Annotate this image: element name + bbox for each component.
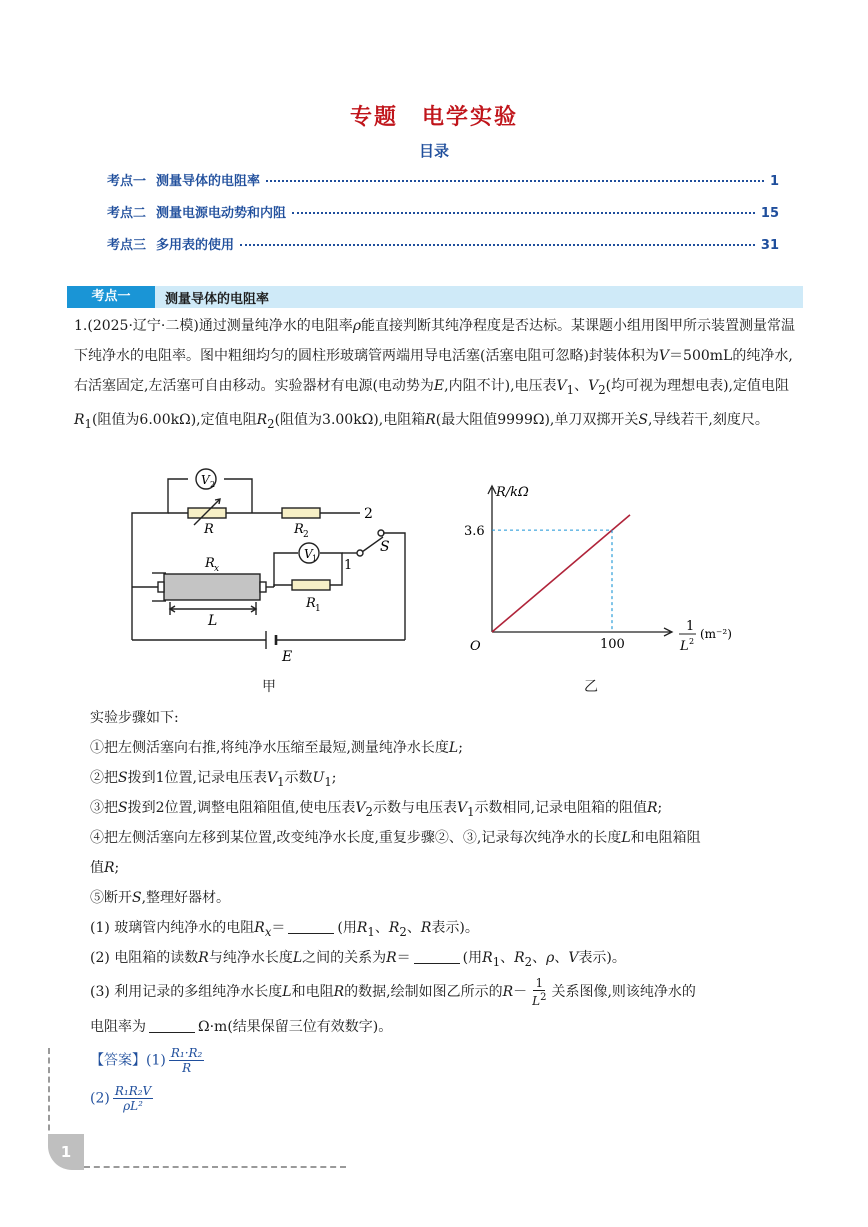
symbol-rho: ρ bbox=[352, 318, 362, 334]
answer-tag: 【答案】 bbox=[90, 1052, 146, 1069]
symbol-r: R bbox=[420, 920, 432, 936]
graph-line bbox=[492, 515, 630, 632]
step-text: 示数相同,记录电阻箱的阻值 bbox=[474, 800, 647, 816]
step-text: 值 bbox=[90, 860, 104, 876]
problem-stem: 1.(2025·辽宁·二模)通过测量纯净水的电阻率ρ能直接判断其纯净程度是否达标。某课题小组用图甲所示装置测量常温下纯净水的电阻率。图中粗细均匀的圆柱形玻璃管两端用导电活塞(活塞电阻可忽略)封装体积为V＝500mL的纯净水,右活塞固定,左活塞可自由移动。实验器材有电源(电动势为E,内阻不计),电压表$V_1$、$V_2$(均可视为理想电表),定值电阻$R_1$(阻值为6.00kΩ),定值电阻$R_2$(阻值为3.00kΩ),电阻箱R(最大阻值9999Ω),单刀双掷开关S,导线若干,刻度尺。 bbox=[74, 318, 796, 431]
symbol-v: V bbox=[355, 800, 366, 816]
steps-intro: 实验步骤如下: bbox=[90, 710, 179, 726]
question-1 bbox=[90, 913, 810, 947]
question-3-cont bbox=[90, 1012, 810, 1042]
step-text: 和电阻箱阻 bbox=[630, 830, 701, 846]
subscript: 1 bbox=[492, 954, 501, 969]
question-text: 和电阻 bbox=[291, 984, 334, 1000]
symbol-v: V bbox=[568, 950, 579, 966]
e-label: E bbox=[282, 649, 293, 665]
symbol-s: S bbox=[132, 890, 142, 906]
svg-text:2: 2 bbox=[210, 480, 216, 489]
symbol-v: V bbox=[266, 770, 278, 786]
l-label: L bbox=[208, 613, 218, 629]
symbol-r: R bbox=[388, 920, 400, 936]
symbol-r: R bbox=[482, 950, 493, 966]
symbol-r: R bbox=[254, 920, 265, 936]
problem-source: (2025·辽宁·二模) bbox=[87, 318, 199, 334]
stem-text: (最大阻值9999Ω),单刀双掷开关 bbox=[435, 411, 639, 428]
question-text: 、 bbox=[374, 920, 389, 936]
question-text: (用 bbox=[337, 920, 357, 936]
volume-value: ＝500mL bbox=[669, 348, 733, 364]
answer-prefix: (1) bbox=[146, 1052, 166, 1069]
y-axis-label: R/kΩ bbox=[496, 485, 529, 500]
question-text: 、 bbox=[554, 950, 569, 966]
symbol-l: L bbox=[292, 950, 303, 966]
toc-item-name: 多用表的使用 bbox=[156, 238, 235, 253]
answer-1-fraction bbox=[169, 1046, 205, 1075]
step-text: ; bbox=[331, 770, 337, 786]
answer-2 bbox=[90, 1084, 156, 1113]
figure-yi-caption: 乙 bbox=[584, 679, 598, 695]
page-title: 专题 电学实验 bbox=[349, 105, 518, 130]
section-header bbox=[67, 286, 803, 308]
fraction-den: R bbox=[182, 1061, 192, 1075]
rx-label: R bbox=[205, 556, 215, 571]
symbol-r: R bbox=[386, 950, 397, 966]
step-text: ; bbox=[657, 800, 663, 816]
toc-leader-dots bbox=[292, 212, 755, 214]
question-text: 表示)。 bbox=[578, 950, 626, 966]
toc-heading: 目录 bbox=[418, 142, 449, 160]
question-text: 、 bbox=[500, 950, 515, 966]
question-text: 、 bbox=[532, 950, 547, 966]
question-text: (2) 电阻箱的读数 bbox=[90, 950, 199, 966]
svg-text:1: 1 bbox=[315, 604, 321, 614]
answer-blank-1[interactable] bbox=[288, 917, 334, 934]
symbol-v2: V bbox=[588, 378, 599, 394]
stem-text: (阻值为3.00kΩ),电阻箱 bbox=[274, 411, 426, 428]
x-tick-label: 100 bbox=[600, 637, 625, 652]
subscript: 2 bbox=[365, 804, 373, 819]
equals: ＝ bbox=[271, 920, 286, 936]
symbol-r: R bbox=[333, 984, 345, 1000]
step-text: ③把 bbox=[90, 800, 118, 816]
svg-text:2: 2 bbox=[689, 637, 695, 646]
step-4-cont bbox=[90, 853, 810, 883]
symbol-r: R bbox=[356, 920, 368, 936]
symbol-v: V bbox=[456, 800, 468, 816]
toc-item-3[interactable] bbox=[107, 234, 779, 253]
stem-text: 通过测量纯净水的电阻率 bbox=[198, 318, 353, 334]
equals: ＝ bbox=[396, 950, 411, 966]
symbol-s: S bbox=[118, 770, 128, 786]
step-text: ①把左侧活塞向右推,将纯净水压缩至最短,测量纯净水长度 bbox=[90, 740, 449, 756]
step-text: ⑤断开 bbox=[90, 890, 132, 906]
subscript: 1 bbox=[324, 774, 332, 789]
x-axis-label-num: 1 bbox=[686, 619, 695, 634]
answer-1 bbox=[90, 1046, 207, 1075]
stem-text: ,内阻不计),电压表 bbox=[444, 378, 557, 394]
x-axis-unit: (m⁻²) bbox=[700, 627, 732, 641]
toc-item-label: 考点一 bbox=[107, 174, 147, 189]
toc-item-name: 测量电源电动势和内阻 bbox=[156, 206, 287, 221]
toc-item-page: 31 bbox=[760, 238, 779, 253]
symbol-r1: R bbox=[74, 411, 85, 428]
symbol-r: R bbox=[502, 984, 514, 1000]
step-5 bbox=[90, 883, 810, 913]
question-text: 与纯净水长度 bbox=[208, 950, 293, 966]
switch-pos-2: 2 bbox=[364, 506, 373, 522]
r2-label: R bbox=[294, 522, 304, 537]
symbol-r: R bbox=[425, 411, 436, 428]
toc-item-label: 考点二 bbox=[107, 206, 147, 221]
symbol-volume: V bbox=[658, 348, 670, 364]
stem-text: 的纯净水,右活塞固定,左活塞可自由移动。实验器材有电源(电动势为 bbox=[74, 348, 793, 394]
figure-jia-caption: 甲 bbox=[262, 679, 276, 695]
stem-text: (均可视为理想电表),定值电阻 bbox=[605, 378, 789, 394]
symbol-emf: E bbox=[433, 378, 445, 394]
question-text: 的数据,绘制如图乙所示的 bbox=[344, 984, 503, 1000]
fraction-num: R₁R₂V bbox=[114, 1084, 152, 1098]
symbol-l: L bbox=[448, 740, 459, 756]
symbol-r: R bbox=[514, 950, 525, 966]
subscript: 1 bbox=[467, 804, 475, 819]
symbol-s: S bbox=[638, 411, 648, 428]
x-axis-label-den: L bbox=[680, 639, 689, 654]
symbol-u: U bbox=[312, 770, 325, 786]
symbol-l: L bbox=[282, 984, 292, 1000]
circuit-diagram bbox=[120, 465, 420, 665]
s-label: S bbox=[380, 539, 390, 555]
question-text: (用 bbox=[462, 950, 483, 966]
question-text: 关系图像,则该纯净水的 bbox=[551, 984, 696, 1000]
section-tag: 考点一 bbox=[67, 286, 155, 308]
section-name: 测量导体的电阻率 bbox=[165, 291, 270, 307]
step-text: ; bbox=[114, 860, 120, 876]
question-text: 电阻率为 bbox=[90, 1019, 146, 1035]
step-text: ④把左侧活塞向左移到某位置,改变纯净水长度,重复步骤②、③,记录每次纯净水的长度 bbox=[90, 830, 622, 846]
subscript: x bbox=[264, 924, 272, 939]
origin-label: O bbox=[470, 639, 481, 654]
answer-blank-2[interactable] bbox=[414, 947, 460, 964]
stem-text: (阻值为6.00kΩ),定值电阻 bbox=[91, 411, 257, 428]
symbol-v1: V bbox=[556, 378, 567, 394]
toc-item-name: 测量导体的电阻率 bbox=[156, 174, 261, 189]
symbol-l: L bbox=[621, 830, 631, 846]
step-3 bbox=[90, 793, 810, 827]
answer-prefix: (2) bbox=[90, 1090, 110, 1107]
fraction-num: 1 bbox=[535, 976, 544, 990]
step-text: 示数 bbox=[284, 770, 313, 786]
fraction-1-over-l2 bbox=[530, 976, 548, 1008]
symbol-r: R bbox=[198, 950, 209, 966]
step-text: 示数与电压表 bbox=[372, 800, 457, 816]
subscript: 2 bbox=[399, 924, 407, 939]
question-3 bbox=[90, 976, 810, 1008]
toc-leader-dots bbox=[240, 244, 755, 246]
toc-item-2[interactable] bbox=[107, 202, 779, 221]
problem-number: 1. bbox=[74, 318, 88, 334]
question-2 bbox=[90, 943, 810, 977]
v1-label: V bbox=[304, 547, 313, 561]
question-text: 、 bbox=[406, 920, 421, 936]
symbol-rho: ρ bbox=[546, 950, 555, 966]
question-text: 之间的关系为 bbox=[302, 950, 387, 966]
step-text: 拨到1位置,记录电压表 bbox=[127, 770, 267, 786]
toc-item-label: 考点三 bbox=[107, 238, 147, 253]
svg-text:x: x bbox=[214, 564, 220, 574]
question-text: (3) 利用记录的多组纯净水长度 bbox=[90, 984, 283, 1000]
svg-text:1: 1 bbox=[312, 554, 318, 563]
step-4 bbox=[90, 823, 810, 853]
v2-label: V bbox=[201, 473, 210, 487]
question-text: 表示)。 bbox=[431, 920, 479, 936]
question-text: (1) 玻璃管内纯净水的电阻 bbox=[90, 920, 255, 936]
step-text: ②把 bbox=[90, 770, 118, 786]
graph-yi bbox=[460, 478, 750, 658]
question-text: Ω·m(结果保留三位有效数字)。 bbox=[198, 1019, 393, 1035]
margin-dash-bottom bbox=[84, 1166, 346, 1168]
switch-pos-1: 1 bbox=[344, 558, 353, 573]
step-text: ,整理好器材。 bbox=[141, 890, 231, 906]
toc-leader-dots bbox=[266, 180, 764, 182]
symbol-r2: R bbox=[256, 411, 268, 428]
step-text: 拨到2位置,调整电阻箱阻值,使电压表 bbox=[127, 800, 356, 816]
symbol-s: S bbox=[118, 800, 128, 816]
page-number: 1 bbox=[48, 1134, 84, 1170]
subscript: 1 bbox=[277, 774, 285, 789]
symbol-l: L bbox=[532, 994, 541, 1008]
symbol-r: R bbox=[104, 860, 115, 876]
toc-item-1[interactable] bbox=[107, 170, 779, 189]
step-2 bbox=[90, 763, 810, 797]
r1-label: R bbox=[306, 596, 316, 611]
y-tick-label: 3.6 bbox=[464, 524, 485, 540]
subscript: 1 bbox=[367, 924, 375, 939]
minus: － bbox=[513, 984, 528, 1000]
svg-text:2: 2 bbox=[303, 530, 309, 540]
symbol-r: R bbox=[646, 800, 658, 816]
r-label: R bbox=[204, 522, 214, 537]
stem-text: ,导线若干,刻度尺。 bbox=[647, 411, 769, 428]
answer-blank-3[interactable] bbox=[149, 1016, 195, 1033]
toc-item-page: 15 bbox=[760, 206, 779, 221]
fraction-den: ρL² bbox=[123, 1099, 143, 1113]
answer-2-fraction bbox=[113, 1084, 153, 1113]
subscript: 2 bbox=[524, 954, 533, 969]
margin-dash-left bbox=[48, 1048, 50, 1140]
toc-item-page: 1 bbox=[769, 174, 779, 189]
step-1 bbox=[90, 733, 810, 763]
step-text: ; bbox=[458, 740, 463, 756]
stem-text: 能直接判断其纯净程度是否达标。某课题小组用图甲所示装置测量常温下纯净水的电阻率。图中粗细均匀的圆柱形玻璃管两端用导电活塞(活塞电阻可忽略)封装体积为 bbox=[74, 318, 796, 364]
fraction-num: R₁·R₂ bbox=[170, 1046, 203, 1060]
superscript: 2 bbox=[540, 992, 547, 1003]
